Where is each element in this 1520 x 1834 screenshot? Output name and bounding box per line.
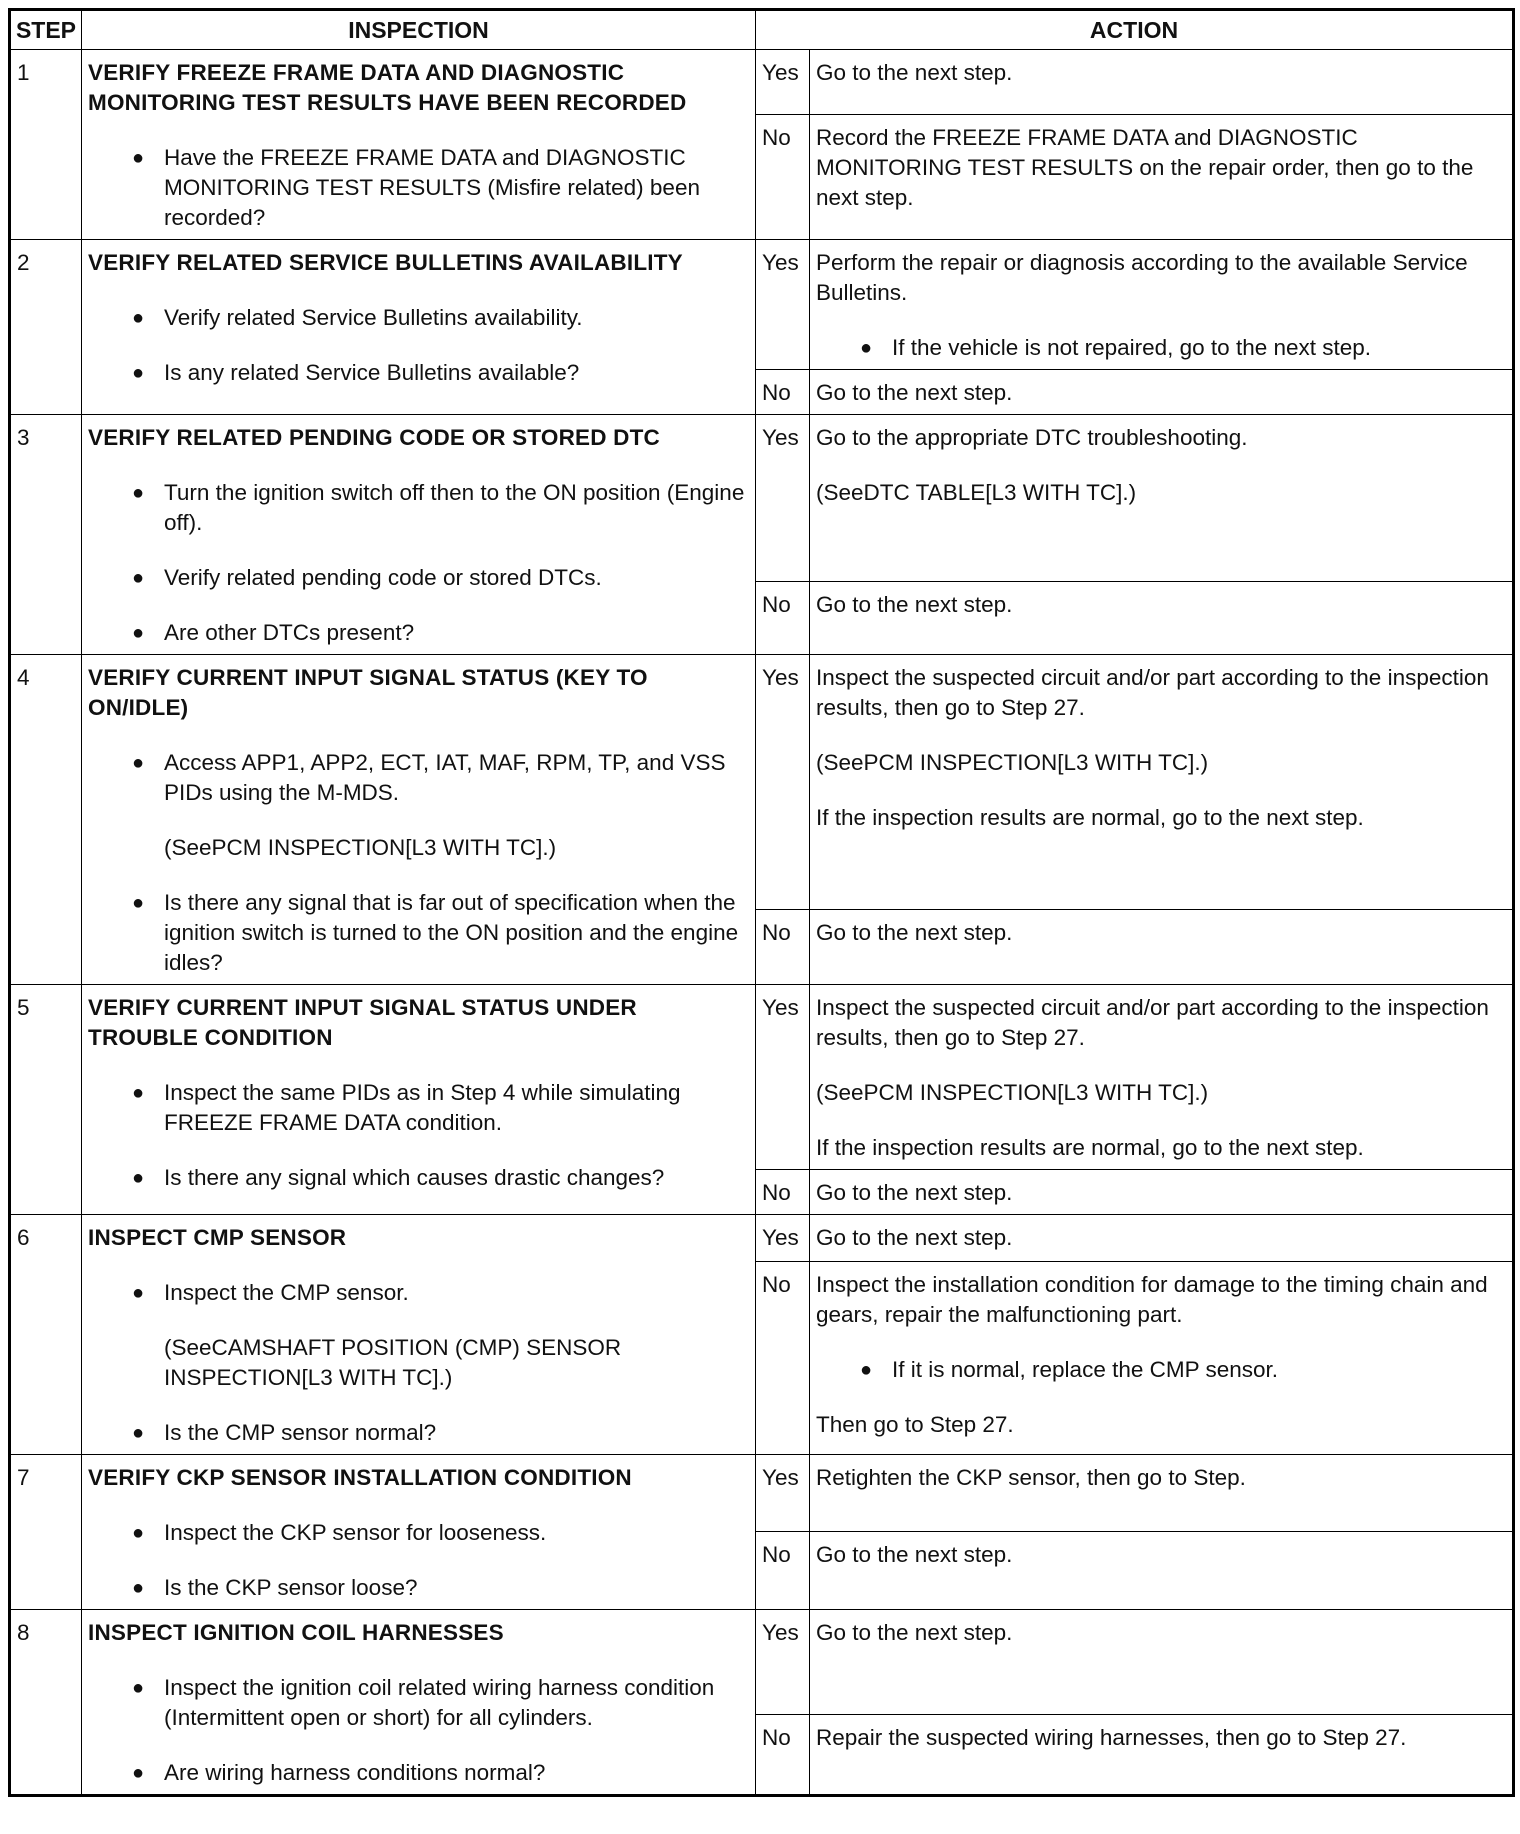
no-action bbox=[810, 1261, 1514, 1454]
action-text: Repair the suspected wiring harnesses, then go to Step 27. bbox=[816, 1725, 1407, 1750]
inspection-bullet bbox=[88, 1758, 749, 1788]
bullet-icon: ● bbox=[132, 1422, 145, 1444]
yes-action bbox=[810, 1455, 1514, 1532]
step-title: VERIFY RELATED SERVICE BULLETINS AVAILABILITY bbox=[88, 250, 683, 275]
bullet-text: If the vehicle is not repaired, go to the next step. bbox=[892, 335, 1372, 360]
step-inspection bbox=[82, 1610, 756, 1796]
no-action bbox=[810, 910, 1514, 985]
step-number: 4 bbox=[10, 655, 82, 985]
no-action bbox=[810, 370, 1514, 415]
action-bullet bbox=[816, 1355, 1506, 1385]
yes-label: Yes bbox=[756, 50, 810, 115]
step-6-yes-row bbox=[10, 1215, 1514, 1262]
action-text: Inspect the suspected circuit and/or part according to the inspection results, then go to Step 27. bbox=[816, 665, 1489, 720]
no-label: No bbox=[756, 1715, 810, 1796]
table-header-row bbox=[10, 10, 1514, 50]
bullet-icon: ● bbox=[132, 622, 145, 644]
yes-label: Yes bbox=[756, 1610, 810, 1715]
bullet-text: Inspect the ignition coil related wiring harness condition (Intermittent open or short) for all cylinders. bbox=[164, 1675, 715, 1730]
yes-action bbox=[810, 240, 1514, 370]
step-inspection bbox=[82, 985, 756, 1215]
bullet-text: Have the FREEZE FRAME DATA and DIAGNOSTIC MONITORING TEST RESULTS (Misfire related) been recorded? bbox=[164, 145, 700, 230]
step-title: VERIFY CURRENT INPUT SIGNAL STATUS UNDER TROUBLE CONDITION bbox=[88, 995, 637, 1050]
bullet-text: Is there any signal that is far out of specification when the ignition switch is turned to the ON position and the engine idles? bbox=[164, 890, 739, 975]
header-action: ACTION bbox=[756, 10, 1514, 50]
inspection-reference: (SeeCAMSHAFT POSITION (CMP) SENSOR INSPECTION[L3 WITH TC].) bbox=[164, 1335, 622, 1390]
step-3-yes-row bbox=[10, 415, 1514, 582]
action-text: Go to the appropriate DTC troubleshooting. bbox=[816, 425, 1248, 450]
diagnostic-table bbox=[8, 8, 1515, 1797]
step-number: 1 bbox=[10, 50, 82, 240]
inspection-bullet bbox=[88, 748, 749, 808]
no-action bbox=[810, 1715, 1514, 1796]
no-action bbox=[810, 582, 1514, 655]
yes-label: Yes bbox=[756, 240, 810, 370]
no-action bbox=[810, 1532, 1514, 1610]
inspection-reference: (SeePCM INSPECTION[L3 WITH TC].) bbox=[164, 835, 557, 860]
bullet-text: Inspect the CMP sensor. bbox=[164, 1280, 409, 1305]
action-then: Then go to Step 27. bbox=[816, 1411, 1014, 1437]
inspection-bullet bbox=[88, 888, 749, 978]
bullet-icon: ● bbox=[132, 147, 145, 169]
bullet-icon: ● bbox=[132, 1167, 145, 1189]
no-label: No bbox=[756, 115, 810, 240]
bullet-icon: ● bbox=[132, 362, 145, 384]
step-inspection bbox=[82, 1215, 756, 1455]
no-label: No bbox=[756, 1261, 810, 1454]
no-label: No bbox=[756, 370, 810, 415]
step-4-yes-row bbox=[10, 655, 1514, 910]
action-text: Inspect the suspected circuit and/or part according to the inspection results, then go to Step 27. bbox=[816, 995, 1489, 1050]
bullet-text: Turn the ignition switch off then to the ON position (Engine off). bbox=[164, 480, 745, 535]
bullet-icon: ● bbox=[860, 1358, 873, 1381]
yes-label: Yes bbox=[756, 415, 810, 582]
action-reference: (SeeDTC TABLE[L3 WITH TC].) bbox=[816, 480, 1137, 505]
bullet-icon: ● bbox=[132, 752, 145, 774]
bullet-text: If it is normal, replace the CMP sensor. bbox=[892, 1356, 1278, 1382]
no-label: No bbox=[756, 910, 810, 985]
bullet-text: Verify related pending code or stored DTCs. bbox=[164, 565, 602, 590]
step-number: 8 bbox=[10, 1610, 82, 1796]
header-inspection: INSPECTION bbox=[82, 10, 756, 50]
step-7-yes-row bbox=[10, 1455, 1514, 1532]
step-inspection bbox=[82, 415, 756, 655]
bullet-icon: ● bbox=[132, 307, 145, 329]
yes-action bbox=[810, 415, 1514, 582]
action-note: If the inspection results are normal, go to the next step. bbox=[816, 1135, 1364, 1160]
action-text: Go to the next step. bbox=[816, 1620, 1013, 1645]
step-number: 6 bbox=[10, 1215, 82, 1455]
yes-label: Yes bbox=[756, 985, 810, 1170]
inspection-bullet bbox=[88, 1418, 749, 1448]
bullet-icon: ● bbox=[132, 1082, 145, 1104]
step-1-yes-row bbox=[10, 50, 1514, 115]
step-inspection bbox=[82, 1455, 756, 1610]
step-inspection bbox=[82, 655, 756, 985]
bullet-icon: ● bbox=[132, 1762, 145, 1784]
bullet-text: Is the CMP sensor normal? bbox=[164, 1420, 437, 1445]
inspection-bullet bbox=[88, 1573, 749, 1603]
inspection-bullet bbox=[88, 1673, 749, 1733]
action-reference: (SeePCM INSPECTION[L3 WITH TC].) bbox=[816, 750, 1209, 775]
action-text: Go to the next step. bbox=[816, 380, 1013, 405]
yes-action bbox=[810, 655, 1514, 910]
bullet-icon: ● bbox=[860, 337, 873, 359]
no-label: No bbox=[756, 1170, 810, 1215]
action-text: Go to the next step. bbox=[816, 920, 1013, 945]
step-8-yes-row bbox=[10, 1610, 1514, 1715]
action-text: Go to the next step. bbox=[816, 60, 1013, 85]
step-title: VERIFY CKP SENSOR INSTALLATION CONDITION bbox=[88, 1465, 632, 1490]
bullet-icon: ● bbox=[132, 482, 145, 504]
inspection-bullet bbox=[88, 358, 749, 388]
bullet-text: Inspect the same PIDs as in Step 4 while simulating FREEZE FRAME DATA condition. bbox=[164, 1080, 681, 1135]
step-5-yes-row bbox=[10, 985, 1514, 1170]
step-2-yes-row bbox=[10, 240, 1514, 370]
inspection-bullet bbox=[88, 143, 749, 233]
bullet-text: Is any related Service Bulletins available? bbox=[164, 360, 580, 385]
bullet-icon: ● bbox=[132, 1677, 145, 1699]
no-label: No bbox=[756, 1532, 810, 1610]
step-title: INSPECT CMP SENSOR bbox=[88, 1225, 347, 1250]
action-text: Go to the next step. bbox=[816, 1542, 1013, 1567]
step-title: VERIFY CURRENT INPUT SIGNAL STATUS (KEY TO ON/IDLE) bbox=[88, 665, 648, 720]
bullet-text: Are other DTCs present? bbox=[164, 620, 415, 645]
bullet-icon: ● bbox=[132, 1282, 145, 1304]
inspection-bullet bbox=[88, 618, 749, 648]
yes-label: Yes bbox=[756, 1455, 810, 1532]
action-text: Record the FREEZE FRAME DATA and DIAGNOSTIC MONITORING TEST RESULTS on the repair order, then go to the next step. bbox=[816, 125, 1474, 210]
yes-action bbox=[810, 1215, 1514, 1262]
no-action bbox=[810, 1170, 1514, 1215]
step-number: 2 bbox=[10, 240, 82, 415]
action-text: Inspect the installation condition for damage to the timing chain and gears, repair the malfunctioning part. bbox=[816, 1271, 1488, 1327]
action-bullet bbox=[816, 333, 1506, 363]
bullet-text: Is there any signal which causes drastic changes? bbox=[164, 1165, 665, 1190]
inspection-bullet bbox=[88, 1163, 749, 1193]
action-reference: (SeePCM INSPECTION[L3 WITH TC].) bbox=[816, 1080, 1209, 1105]
step-number: 5 bbox=[10, 985, 82, 1215]
bullet-icon: ● bbox=[132, 1522, 145, 1544]
action-text: Go to the next step. bbox=[816, 592, 1013, 617]
inspection-bullet bbox=[88, 563, 749, 593]
action-text: Perform the repair or diagnosis according to the available Service Bulletins. bbox=[816, 250, 1468, 305]
step-title: VERIFY RELATED PENDING CODE OR STORED DTC bbox=[88, 425, 661, 450]
action-text: Go to the next step. bbox=[816, 1180, 1013, 1205]
step-title: VERIFY FREEZE FRAME DATA AND DIAGNOSTIC MONITORING TEST RESULTS HAVE BEEN RECORDED bbox=[88, 60, 687, 115]
step-number: 3 bbox=[10, 415, 82, 655]
inspection-bullet bbox=[88, 303, 749, 333]
yes-label: Yes bbox=[756, 1215, 810, 1262]
inspection-bullet bbox=[88, 478, 749, 538]
action-note: If the inspection results are normal, go to the next step. bbox=[816, 805, 1364, 830]
yes-label: Yes bbox=[756, 655, 810, 910]
action-text: Go to the next step. bbox=[816, 1225, 1013, 1250]
inspection-bullet bbox=[88, 1518, 749, 1548]
yes-action bbox=[810, 1610, 1514, 1715]
bullet-icon: ● bbox=[132, 892, 145, 914]
step-title: INSPECT IGNITION COIL HARNESSES bbox=[88, 1620, 504, 1645]
inspection-bullet bbox=[88, 1278, 749, 1308]
yes-action bbox=[810, 985, 1514, 1170]
bullet-text: Are wiring harness conditions normal? bbox=[164, 1760, 546, 1785]
bullet-text: Verify related Service Bulletins availability. bbox=[164, 305, 583, 330]
bullet-icon: ● bbox=[132, 567, 145, 589]
bullet-text: Is the CKP sensor loose? bbox=[164, 1575, 418, 1600]
bullet-icon: ● bbox=[132, 1577, 145, 1599]
no-label: No bbox=[756, 582, 810, 655]
header-step: STEP bbox=[10, 10, 82, 50]
inspection-bullet bbox=[88, 1078, 749, 1138]
yes-action bbox=[810, 50, 1514, 115]
step-number: 7 bbox=[10, 1455, 82, 1610]
no-action bbox=[810, 115, 1514, 240]
step-inspection bbox=[82, 50, 756, 240]
bullet-text: Inspect the CKP sensor for looseness. bbox=[164, 1520, 547, 1545]
bullet-text: Access APP1, APP2, ECT, IAT, MAF, RPM, TP, and VSS PIDs using the M-MDS. bbox=[164, 750, 726, 805]
step-inspection bbox=[82, 240, 756, 415]
action-text: Retighten the CKP sensor, then go to Step. bbox=[816, 1465, 1246, 1490]
